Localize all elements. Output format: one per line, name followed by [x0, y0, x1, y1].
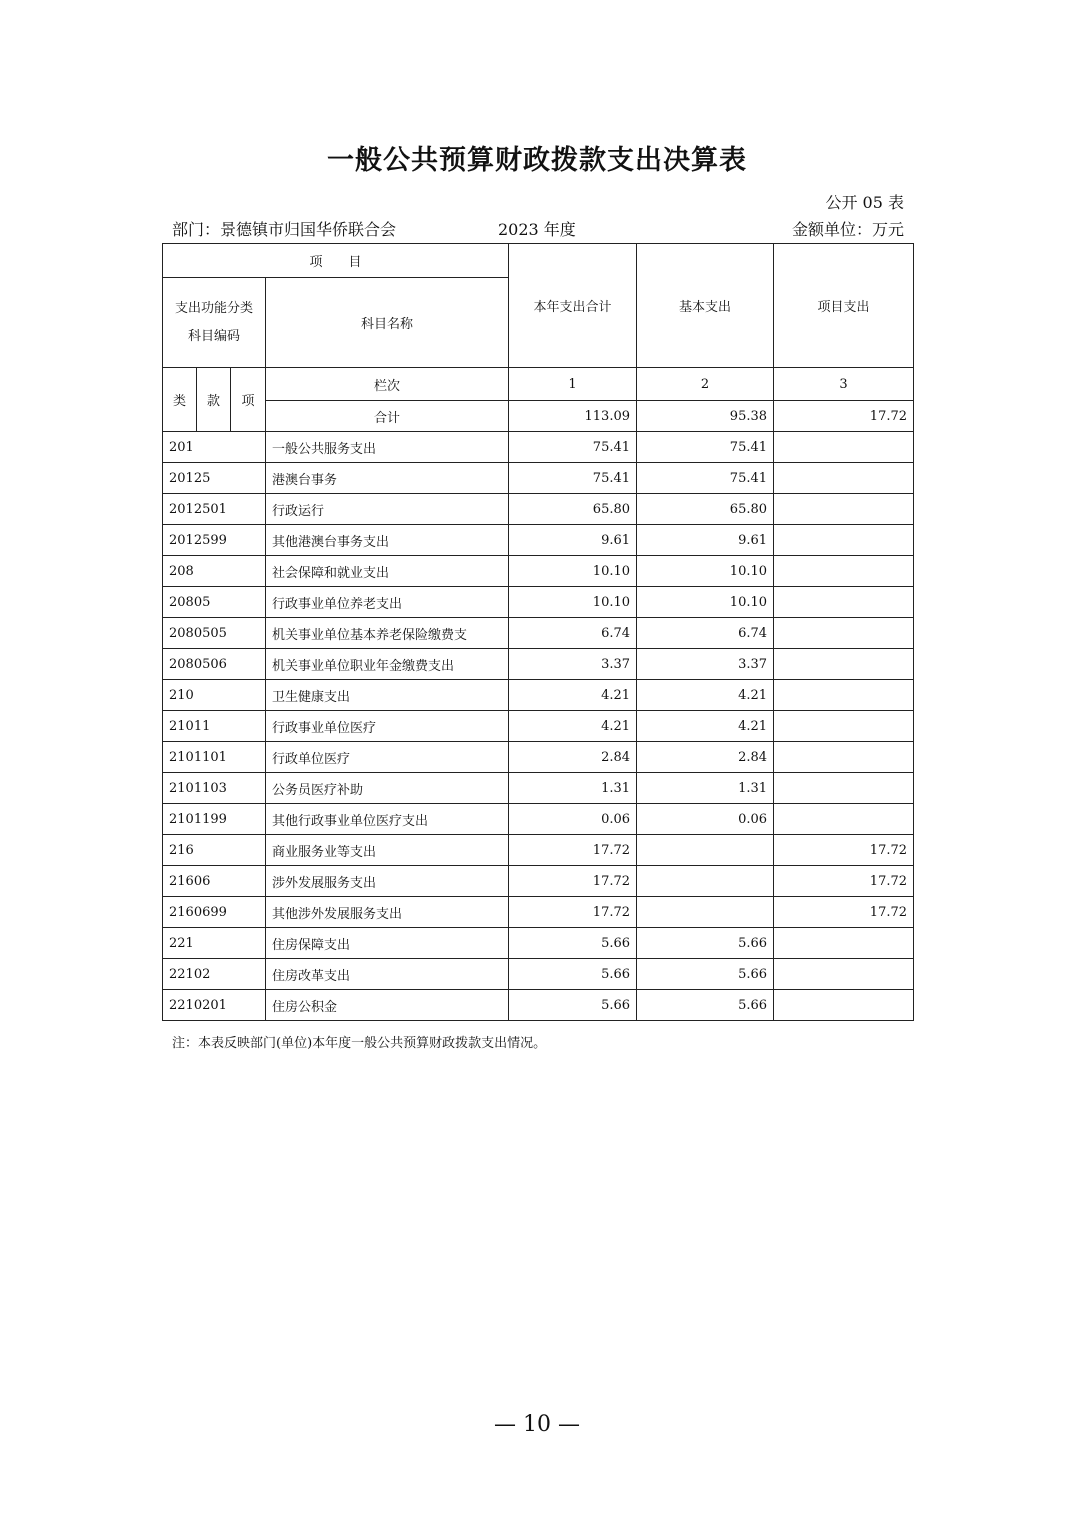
- row-total: 5.66: [509, 928, 637, 959]
- table-row: [163, 835, 914, 866]
- row-code: 2080505: [163, 618, 266, 649]
- row-name: 涉外发展服务支出: [266, 866, 509, 897]
- row-name: 公务员医疗补助: [266, 773, 509, 804]
- header-func-code-line1: 支出功能分类: [174, 300, 253, 316]
- header-subject-name: 科目名称: [266, 278, 509, 368]
- row-project: [774, 804, 914, 835]
- row-name: 港澳台事务: [266, 463, 509, 494]
- row-project: [774, 587, 914, 618]
- row-project: 17.72: [774, 897, 914, 928]
- row-project: [774, 618, 914, 649]
- header-project-col: 项目支出: [774, 244, 914, 368]
- row-total: 10.10: [509, 556, 637, 587]
- row-total: 2.84: [509, 742, 637, 773]
- row-name: 其他行政事业单位医疗支出: [266, 804, 509, 835]
- row-name: 商业服务业等支出: [266, 835, 509, 866]
- header-lanci: 栏次: [266, 368, 509, 401]
- table-row: [163, 711, 914, 742]
- row-project: 17.72: [774, 835, 914, 866]
- total-row-basic: 95.38: [637, 401, 774, 432]
- page-number: — 10 —: [494, 1412, 580, 1437]
- row-total: 0.06: [509, 804, 637, 835]
- row-total: 4.21: [509, 711, 637, 742]
- row-total: 75.41: [509, 432, 637, 463]
- row-name: 住房公积金: [266, 990, 509, 1021]
- row-basic: [637, 866, 774, 897]
- table-row: [163, 773, 914, 804]
- total-row-project: 17.72: [774, 401, 914, 432]
- table-row: [163, 432, 914, 463]
- row-project: [774, 556, 914, 587]
- row-name: 行政单位医疗: [266, 742, 509, 773]
- row-basic: 5.66: [637, 928, 774, 959]
- row-name: 其他港澳台事务支出: [266, 525, 509, 556]
- department-label: 部门：景德镇市归国华侨联合会: [172, 220, 397, 239]
- header-lei: 类: [163, 368, 197, 432]
- row-name: 一般公共服务支出: [266, 432, 509, 463]
- row-code: 216: [163, 835, 266, 866]
- header-total-col: 本年支出合计: [509, 244, 637, 368]
- row-total: 9.61: [509, 525, 637, 556]
- table-row: [163, 649, 914, 680]
- table-row: [163, 866, 914, 897]
- row-name: 机关事业单位基本养老保险缴费支: [266, 618, 509, 649]
- row-total: 65.80: [509, 494, 637, 525]
- table-row: [163, 804, 914, 835]
- row-project: 17.72: [774, 866, 914, 897]
- table-row: [163, 959, 914, 990]
- row-basic: [637, 835, 774, 866]
- row-project: [774, 649, 914, 680]
- row-basic: 10.10: [637, 556, 774, 587]
- row-code: 221: [163, 928, 266, 959]
- row-name: 住房改革支出: [266, 959, 509, 990]
- row-basic: 5.66: [637, 959, 774, 990]
- row-code: 20125: [163, 463, 266, 494]
- row-code: 210: [163, 680, 266, 711]
- row-project: [774, 463, 914, 494]
- row-code: 2210201: [163, 990, 266, 1021]
- row-code: 21606: [163, 866, 266, 897]
- row-basic: 4.21: [637, 711, 774, 742]
- header-col3: 3: [774, 368, 914, 401]
- row-basic: 2.84: [637, 742, 774, 773]
- row-basic: [637, 897, 774, 928]
- row-total: 75.41: [509, 463, 637, 494]
- row-basic: 0.06: [637, 804, 774, 835]
- table-row: [163, 680, 914, 711]
- row-total: 17.72: [509, 897, 637, 928]
- row-name: 社会保障和就业支出: [266, 556, 509, 587]
- row-code: 2101101: [163, 742, 266, 773]
- total-row-total: 113.09: [509, 401, 637, 432]
- year-label: 2023 年度: [498, 220, 576, 239]
- row-project: [774, 494, 914, 525]
- row-project: [774, 680, 914, 711]
- row-project: [774, 959, 914, 990]
- row-code: 2101199: [163, 804, 266, 835]
- row-total: 1.31: [509, 773, 637, 804]
- table-row: [163, 928, 914, 959]
- row-code: 20805: [163, 587, 266, 618]
- row-basic: 3.37: [637, 649, 774, 680]
- header-col1: 1: [509, 368, 637, 401]
- row-code: 2080506: [163, 649, 266, 680]
- header-col2: 2: [637, 368, 774, 401]
- table-row: [163, 525, 914, 556]
- row-code: 2160699: [163, 897, 266, 928]
- row-project: [774, 525, 914, 556]
- row-basic: 10.10: [637, 587, 774, 618]
- table-row: [163, 990, 914, 1021]
- table-row: [163, 556, 914, 587]
- row-total: 17.72: [509, 835, 637, 866]
- row-name: 行政事业单位养老支出: [266, 587, 509, 618]
- total-row-label: 合计: [266, 401, 509, 432]
- row-project: [774, 711, 914, 742]
- table-note: 注：本表反映部门(单位)本年度一般公共预算财政拨款支出情况。: [172, 1036, 547, 1051]
- table-row: [163, 742, 914, 773]
- row-name: 卫生健康支出: [266, 680, 509, 711]
- row-basic: 1.31: [637, 773, 774, 804]
- row-name: 住房保障支出: [266, 928, 509, 959]
- table-row: [163, 897, 914, 928]
- row-project: [774, 773, 914, 804]
- header-xiang: 项: [231, 368, 266, 432]
- row-project: [774, 928, 914, 959]
- form-number: 公开 05 表: [825, 193, 904, 212]
- table-row: [163, 494, 914, 525]
- header-basic-col: 基本支出: [637, 244, 774, 368]
- table-row: [163, 463, 914, 494]
- row-name: 行政事业单位医疗: [266, 711, 509, 742]
- row-project: [774, 432, 914, 463]
- row-basic: 5.66: [637, 990, 774, 1021]
- row-basic: 9.61: [637, 525, 774, 556]
- row-basic: 75.41: [637, 463, 774, 494]
- table-row: [163, 618, 914, 649]
- row-total: 5.66: [509, 959, 637, 990]
- row-code: 201: [163, 432, 266, 463]
- table-row: [163, 587, 914, 618]
- row-name: 机关事业单位职业年金缴费支出: [266, 649, 509, 680]
- row-name: 其他涉外发展服务支出: [266, 897, 509, 928]
- row-basic: 65.80: [637, 494, 774, 525]
- budget-table: [162, 243, 914, 1021]
- row-basic: 75.41: [637, 432, 774, 463]
- row-basic: 6.74: [637, 618, 774, 649]
- row-total: 17.72: [509, 866, 637, 897]
- row-total: 3.37: [509, 649, 637, 680]
- header-project: 项 目: [163, 244, 509, 278]
- row-total: 5.66: [509, 990, 637, 1021]
- row-code: 22102: [163, 959, 266, 990]
- header-kuan: 款: [197, 368, 231, 432]
- row-basic: 4.21: [637, 680, 774, 711]
- row-code: 2012599: [163, 525, 266, 556]
- unit-label: 金额单位：万元: [791, 220, 904, 239]
- row-total: 6.74: [509, 618, 637, 649]
- header-func-code: [163, 278, 266, 368]
- row-project: [774, 742, 914, 773]
- page-title: 一般公共预算财政拨款支出决算表: [327, 145, 747, 176]
- row-total: 4.21: [509, 680, 637, 711]
- row-name: 行政运行: [266, 494, 509, 525]
- row-total: 10.10: [509, 587, 637, 618]
- row-code: 2101103: [163, 773, 266, 804]
- row-code: 2012501: [163, 494, 266, 525]
- header-func-code-line2: 科目编码: [187, 328, 240, 344]
- row-project: [774, 990, 914, 1021]
- row-code: 208: [163, 556, 266, 587]
- row-code: 21011: [163, 711, 266, 742]
